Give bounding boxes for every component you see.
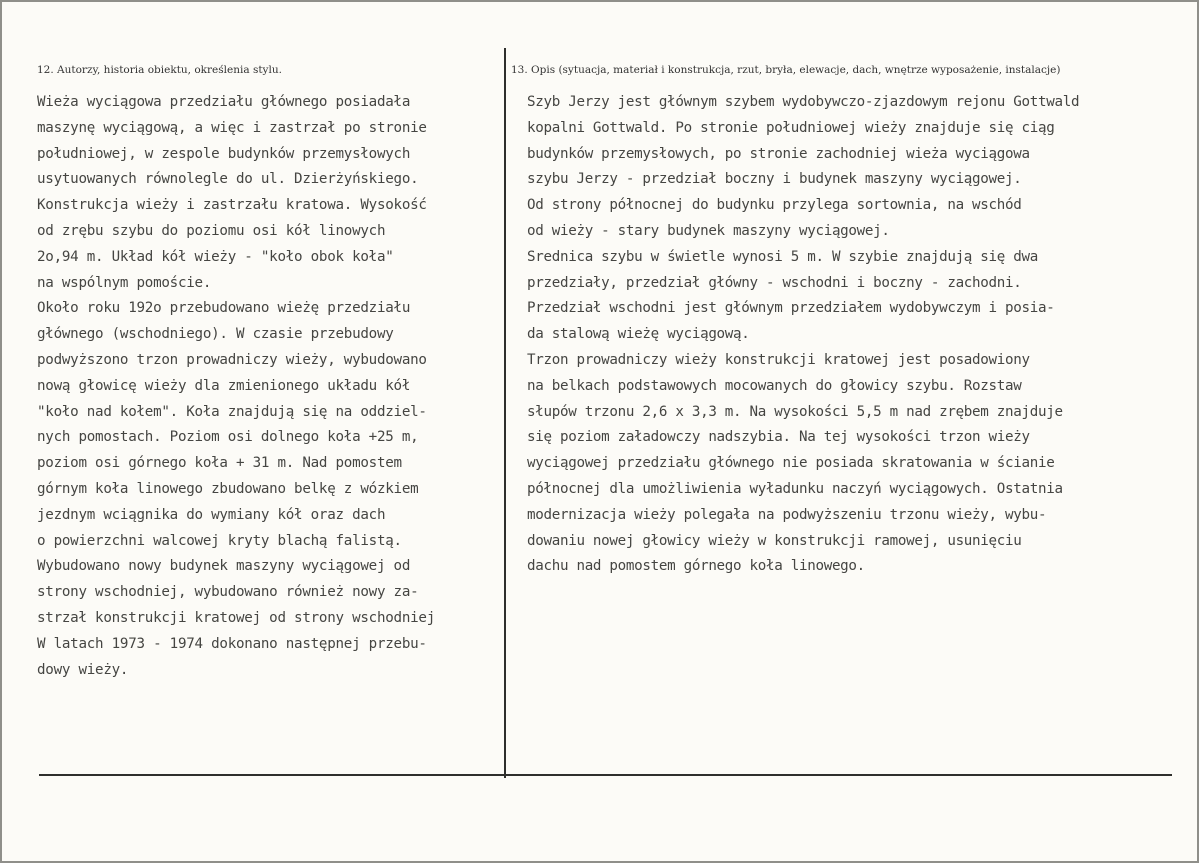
text-line: Konstrukcja wieży i zastrzału kratowa. Wysokość [37,197,427,214]
text-line: da stalową wieżę wyciągową. [527,326,750,343]
text-line: dachu nad pomostem górnego koła linowego. [527,558,865,575]
text-line: W latach 1973 - 1974 dokonano następnej przebu- [37,635,427,652]
text-line: usytuowanych równolegle do ul. Dzierżyńskiego. [37,171,419,188]
text-line: od wieży - stary budynek maszyny wyciągowej. [527,222,890,239]
bottom-rule [39,774,1172,776]
text-line: dowaniu nowej głowicy wieży w konstrukcji ramowej, usunięciu [527,532,1022,549]
text-line: Przedział wschodni jest głównym przedziałem wydobywczym i posia- [527,300,1055,317]
section-12-heading: 12. Autorzy, historia obiektu, określenia stylu. [37,64,282,76]
text-line: o powierzchni walcowej kryty blachą falistą. [37,532,402,549]
text-line: wyciągowej przedziału głównego nie posiada skratowania w ścianie [527,455,1055,472]
text-line: nową głowicę wieży dla zmienionego układu kół [37,377,411,394]
text-line: na wspólnym pomoście. [37,274,212,291]
text-line: Około roku 192o przebudowano wieżę przedziału [37,300,411,317]
section-13-text [527,90,1192,580]
text-line: strony wschodniej, wybudowano również nowy za- [37,584,419,601]
text-line: od zrębu szybu do poziomu osi kół linowych [37,222,386,239]
text-line: Srednica szybu w świetle wynosi 5 m. W szybie znajdują się dwa [527,248,1038,265]
text-line: budynków przemysłowych, po stronie zachodniej wieża wyciągowa [527,145,1030,162]
text-line: się poziom załadowczy nadszybia. Na tej wysokości trzon wieży [527,429,1030,446]
text-line: Wieża wyciągowa przedziału głównego posiadała [37,94,411,110]
text-line: strzał konstrukcji kratowej od strony wschodniej [37,609,435,626]
text-line: słupów trzonu 2,6 x 3,3 m. Na wysokości 5,5 m nad zrębem znajduje [527,403,1063,420]
text-line: modernizacja wieży polegała na podwyższeniu trzonu wieży, wybu- [527,506,1047,523]
text-line: szybu Jerzy - przedział boczny i budynek maszyny wyciągowej. [527,171,1022,188]
text-line: Od strony północnej do budynku przylega sortownia, na wschód [527,197,1022,214]
text-line: kopalni Gottwald. Po stronie południowej wieży znajduje się ciąg [527,119,1055,136]
text-line: "koło nad kołem". Koła znajdują się na oddziel- [37,403,427,420]
text-line: maszynę wyciągową, a więc i zastrzał po stronie [37,119,427,136]
text-line: górnym koła linowego zbudowano belkę z wózkiem [37,480,419,497]
text-line: na belkach podstawowych mocowanych do głowicy szybu. Rozstaw [527,377,1022,394]
section-12-text [37,90,507,683]
text-line: jezdnym wciągnika do wymiany kół oraz dach [37,506,386,523]
text-line: podwyższono trzon prowadniczy wieży, wybudowano [37,351,427,368]
text-line: przedziały, przedział główny - wschodni i boczny - zachodni. [527,274,1022,291]
text-line: północnej dla umożliwienia wyładunku naczyń wyciągowych. Ostatnia [527,480,1063,497]
text-line: Trzon prowadniczy wieży konstrukcji kratowej jest posadowiony [527,351,1030,368]
text-line: poziom osi górnego koła + 31 m. Nad pomostem [37,455,402,472]
section-13-heading: 13. Opis (sytuacja, materiał i konstrukcja, rzut, bryła, elewacje, dach, wnętrze wyposażenie, instalacje) [511,64,1061,76]
text-line: południowej, w zespole budynków przemysłowych [37,145,411,162]
text-line: 2o,94 m. Układ kół wieży - "koło obok koła" [37,248,394,265]
text-line: dowy wieży. [37,661,129,678]
text-line: Wybudowano nowy budynek maszyny wyciągowej od [37,558,411,575]
text-line: głównego (wschodniego). W czasie przebudowy [37,326,394,343]
text-line: Szyb Jerzy jest głównym szybem wydobywczo-zjazdowym rejonu Gottwald [527,94,1080,110]
text-line: nych pomostach. Poziom osi dolnego koła +25 m, [37,429,419,446]
